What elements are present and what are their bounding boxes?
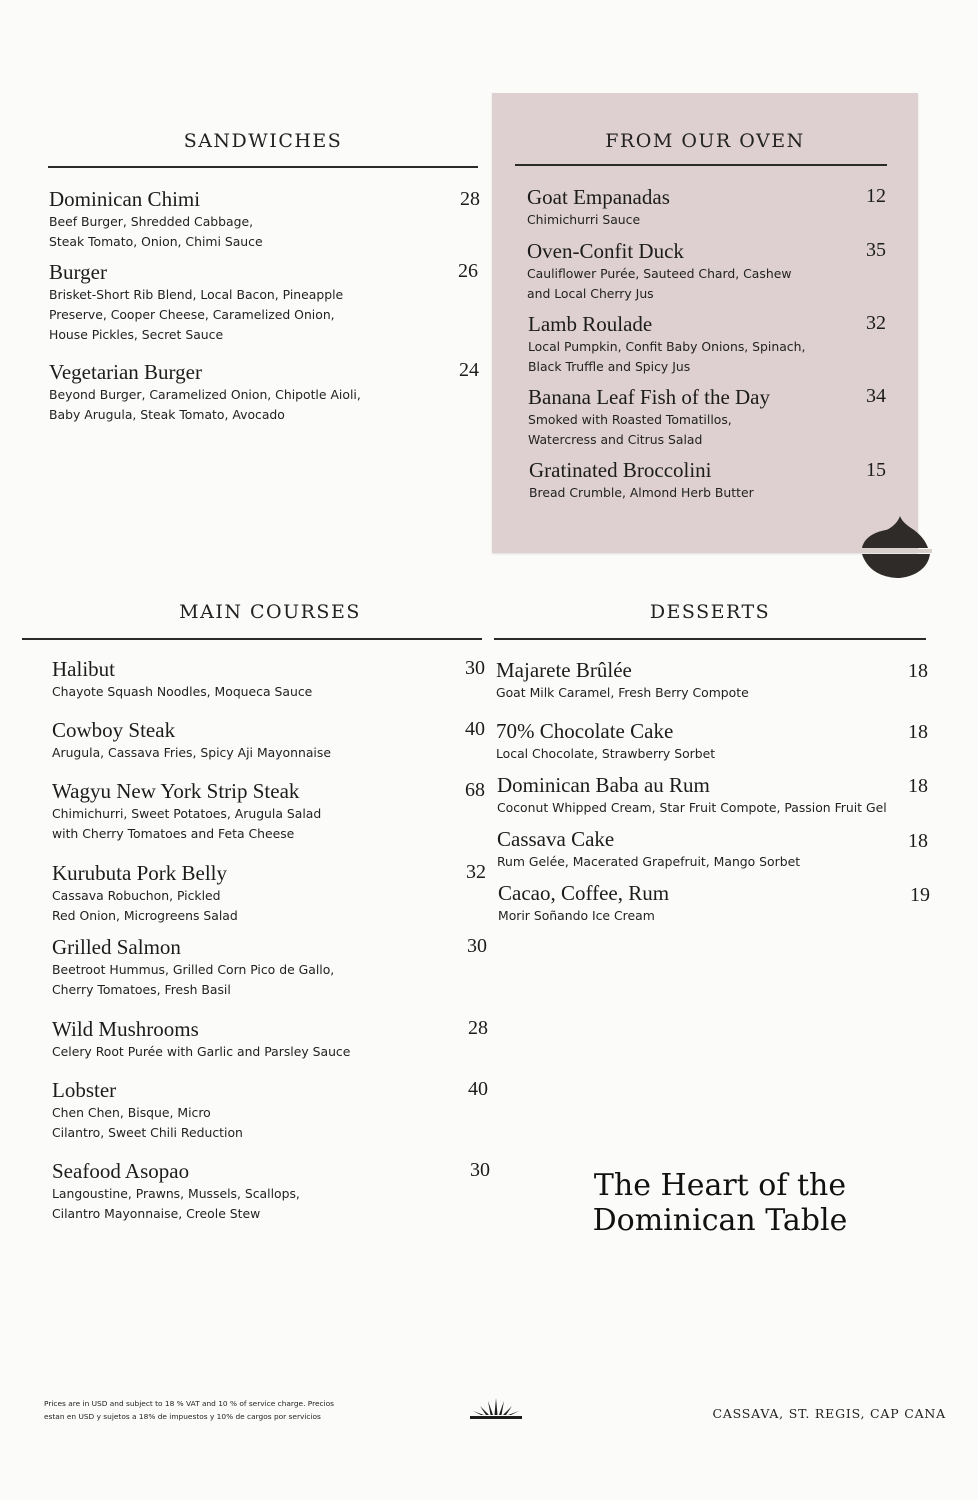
menu-item (528, 311, 805, 377)
menu-item (496, 718, 715, 764)
tagline (560, 1168, 880, 1238)
item-name: Banana Leaf Fish of the Day (528, 385, 771, 409)
item-desc: Beef Burger, Shredded Cabbage, (49, 214, 254, 229)
item-price: 19 (910, 884, 930, 906)
item-price: 40 (468, 1078, 488, 1100)
item-name: Goat Empanadas (527, 185, 670, 209)
item-name: Cowboy Steak (52, 718, 176, 742)
item-name: Wagyu New York Strip Steak (52, 779, 300, 803)
item-name: Dominican Baba au Rum (497, 773, 710, 797)
item-desc: Steak Tomato, Onion, Chimi Sauce (49, 234, 263, 249)
item-desc: Beyond Burger, Caramelized Onion, Chipotle Aioli, (49, 387, 361, 402)
desserts-rule (494, 638, 926, 640)
item-name: Halibut (52, 657, 115, 681)
item-desc: Chimichurri, Sweet Potatoes, Arugula Salad (52, 806, 322, 821)
item-name: Wild Mushrooms (52, 1017, 199, 1041)
item-price: 28 (460, 188, 480, 210)
footer-location: CASSAVA, ST. REGIS, CAP CANA (712, 1406, 946, 1421)
item-price: 28 (468, 1017, 488, 1039)
menu-item (52, 778, 321, 844)
item-desc: and Local Cherry Jus (527, 286, 654, 301)
item-price: 26 (458, 260, 478, 282)
menu-item (529, 457, 754, 503)
item-price: 32 (866, 312, 886, 334)
item-price: 30 (465, 657, 485, 679)
sandwiches-title: SANDWICHES (183, 130, 343, 152)
item-price: 18 (908, 721, 928, 743)
cooking-pot-icon (858, 512, 934, 580)
menu-item (49, 186, 263, 252)
item-desc: Cilantro Mayonnaise, Creole Stew (52, 1206, 261, 1221)
menu-item (52, 1016, 350, 1062)
item-price: 68 (465, 779, 485, 801)
price-note-line: Prices are in USD and subject to 18 % VAT and 10 % of service charge. Precios (44, 1399, 335, 1408)
item-desc: Morir Soñando Ice Cream (498, 908, 655, 923)
item-name: Burger (49, 260, 107, 284)
item-name: Dominican Chimi (49, 187, 201, 211)
item-desc: Baby Arugula, Steak Tomato, Avocado (49, 407, 285, 422)
item-name: Oven-Confit Duck (527, 239, 684, 263)
item-price: 18 (908, 775, 928, 797)
menu-item (528, 384, 770, 450)
sun-rays-icon (468, 1396, 524, 1420)
item-desc: Bread Crumble, Almond Herb Butter (529, 485, 754, 500)
item-desc: Goat Milk Caramel, Fresh Berry Compote (496, 685, 749, 700)
item-desc: Arugula, Cassava Fries, Spicy Aji Mayonnaise (52, 745, 331, 760)
sandwiches-rule (48, 166, 478, 168)
menu-item (497, 772, 887, 818)
menu-item (527, 184, 670, 230)
desserts-title: DESSERTS (649, 601, 771, 623)
item-desc: Brisket-Short Rib Blend, Local Bacon, Pineapple (49, 287, 344, 302)
tagline-line: The Heart of the (593, 1168, 847, 1203)
item-desc: Cilantro, Sweet Chili Reduction (52, 1125, 243, 1140)
menu-item (52, 860, 238, 926)
item-price: 24 (459, 359, 479, 381)
mains-rule (22, 638, 482, 640)
item-price: 34 (866, 385, 886, 407)
item-desc: Smoked with Roasted Tomatillos, (528, 412, 732, 427)
item-name: Grilled Salmon (52, 935, 181, 959)
item-name: 70% Chocolate Cake (496, 719, 674, 743)
item-price: 30 (467, 935, 487, 957)
item-name: Cacao, Coffee, Rum (498, 881, 670, 905)
menu-item (52, 1158, 300, 1224)
item-price: 15 (866, 459, 886, 481)
item-desc: Chen Chen, Bisque, Micro (52, 1105, 211, 1120)
menu-item (52, 717, 331, 763)
item-desc: Cauliflower Purée, Sauteed Chard, Cashew (527, 266, 792, 281)
item-price: 32 (466, 861, 486, 883)
item-desc: Rum Gelée, Macerated Grapefruit, Mango Sorbet (497, 854, 801, 869)
oven-title: FROM OUR OVEN (605, 130, 805, 152)
item-name: Cassava Cake (497, 827, 615, 851)
item-desc: Preserve, Cooper Cheese, Caramelized Onion, (49, 307, 335, 322)
item-desc: Cassava Robuchon, Pickled (52, 888, 221, 903)
item-desc: with Cherry Tomatoes and Feta Cheese (52, 826, 295, 841)
item-price: 35 (866, 239, 886, 261)
item-name: Lamb Roulade (528, 312, 653, 336)
oven-rule (515, 164, 887, 166)
item-desc: Chimichurri Sauce (527, 212, 641, 227)
menu-item (49, 259, 343, 345)
mains-title: MAIN COURSES (179, 601, 361, 623)
item-price: 40 (465, 718, 485, 740)
item-desc: Coconut Whipped Cream, Star Fruit Compote, Passion Fruit Gel (497, 800, 887, 815)
menu-item (52, 1077, 243, 1143)
menu-item (49, 359, 361, 425)
item-desc: Black Truffle and Spicy Jus (528, 359, 691, 374)
item-price: 18 (908, 660, 928, 682)
item-price: 30 (470, 1159, 490, 1181)
item-desc: Chayote Squash Noodles, Moqueca Sauce (52, 684, 313, 699)
item-name: Kurubuta Pork Belly (52, 861, 227, 885)
menu-item (52, 934, 334, 1000)
price-note (44, 1397, 384, 1423)
item-desc: Langoustine, Prawns, Mussels, Scallops, (52, 1186, 300, 1201)
menu-item (527, 238, 791, 304)
menu-item (52, 656, 312, 702)
item-price: 12 (866, 185, 886, 207)
item-desc: Watercress and Citrus Salad (528, 432, 703, 447)
menu-item (497, 826, 800, 872)
item-name: Vegetarian Burger (49, 360, 202, 384)
item-desc: Local Pumpkin, Confit Baby Onions, Spinach, (528, 339, 806, 354)
item-price: 18 (908, 830, 928, 852)
item-desc: House Pickles, Secret Sauce (49, 327, 224, 342)
item-desc: Beetroot Hummus, Grilled Corn Pico de Gallo, (52, 962, 335, 977)
item-desc: Celery Root Purée with Garlic and Parsley Sauce (52, 1044, 351, 1059)
item-desc: Cherry Tomatoes, Fresh Basil (52, 982, 231, 997)
menu-item (498, 880, 669, 926)
item-name: Seafood Asopao (52, 1159, 190, 1183)
price-note-line: estan en USD y sujetos a 18% de impuestos y 10% de cargos por servicios (44, 1412, 321, 1421)
item-name: Gratinated Broccolini (529, 458, 712, 482)
item-name: Lobster (52, 1078, 117, 1102)
item-desc: Red Onion, Microgreens Salad (52, 908, 238, 923)
item-name: Majarete Brûlée (496, 658, 632, 682)
tagline-line: Dominican Table (592, 1203, 848, 1238)
menu-item (496, 657, 749, 703)
item-desc: Local Chocolate, Strawberry Sorbet (496, 746, 716, 761)
